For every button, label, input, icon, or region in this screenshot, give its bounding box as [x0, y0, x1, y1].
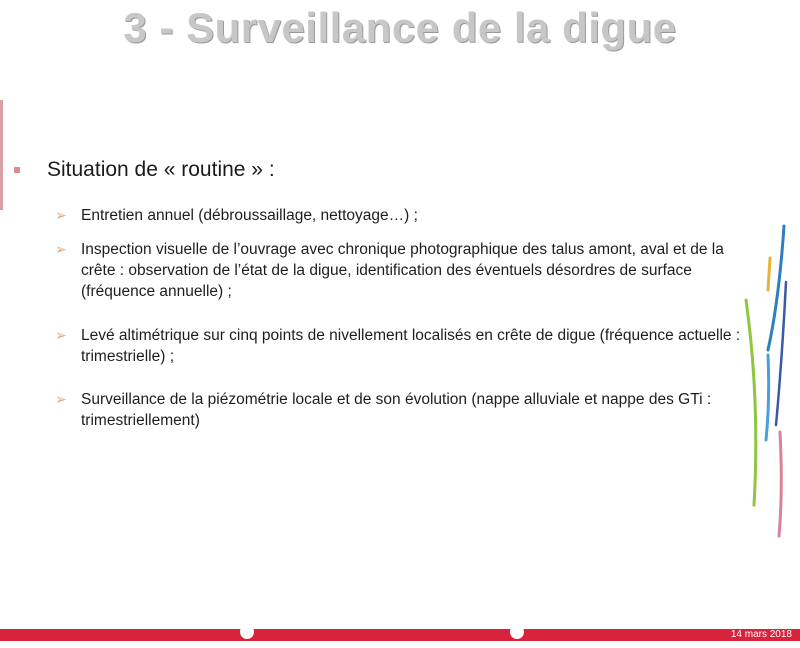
list-item-text: Entretien annuel (débroussaillage, nettoyage…) ; — [81, 207, 418, 224]
deco-line-orange — [768, 258, 770, 290]
footer-dot — [510, 625, 524, 639]
footer-bar — [0, 629, 800, 641]
deco-line-pink — [779, 432, 781, 536]
arrow-right-icon: ➢ — [55, 241, 67, 257]
footer-dot — [240, 625, 254, 639]
arrow-right-icon: ➢ — [55, 391, 67, 407]
list-item-text: Levé altimétrique sur cinq points de nivellement localisés en crête de digue (fréquence actuelle : trimestrielle) ; — [81, 327, 741, 365]
arrow-right-icon: ➢ — [55, 207, 67, 223]
slide-title: 3 - Surveillance de la digue — [123, 4, 677, 51]
footer-date: 14 mars 2018 — [730, 629, 792, 640]
list-item-text: Surveillance de la piézométrie locale et de son évolution (nappe alluviale et nappe des GTi : trimestriellement) — [81, 391, 712, 429]
deco-line-cyan — [766, 355, 769, 440]
list-item-text: Inspection visuelle de l’ouvrage avec chronique photographique des talus amont, aval et de la crête : observation de l’état de la digue, identification des éventuels désordres de surface (fréquence annuelle) ; — [81, 241, 724, 300]
arrow-right-icon: ➢ — [55, 327, 67, 343]
deco-line-blue — [768, 226, 784, 350]
deco-line-green — [746, 300, 756, 505]
main-bullet-text: Situation de « routine » : — [47, 158, 275, 181]
